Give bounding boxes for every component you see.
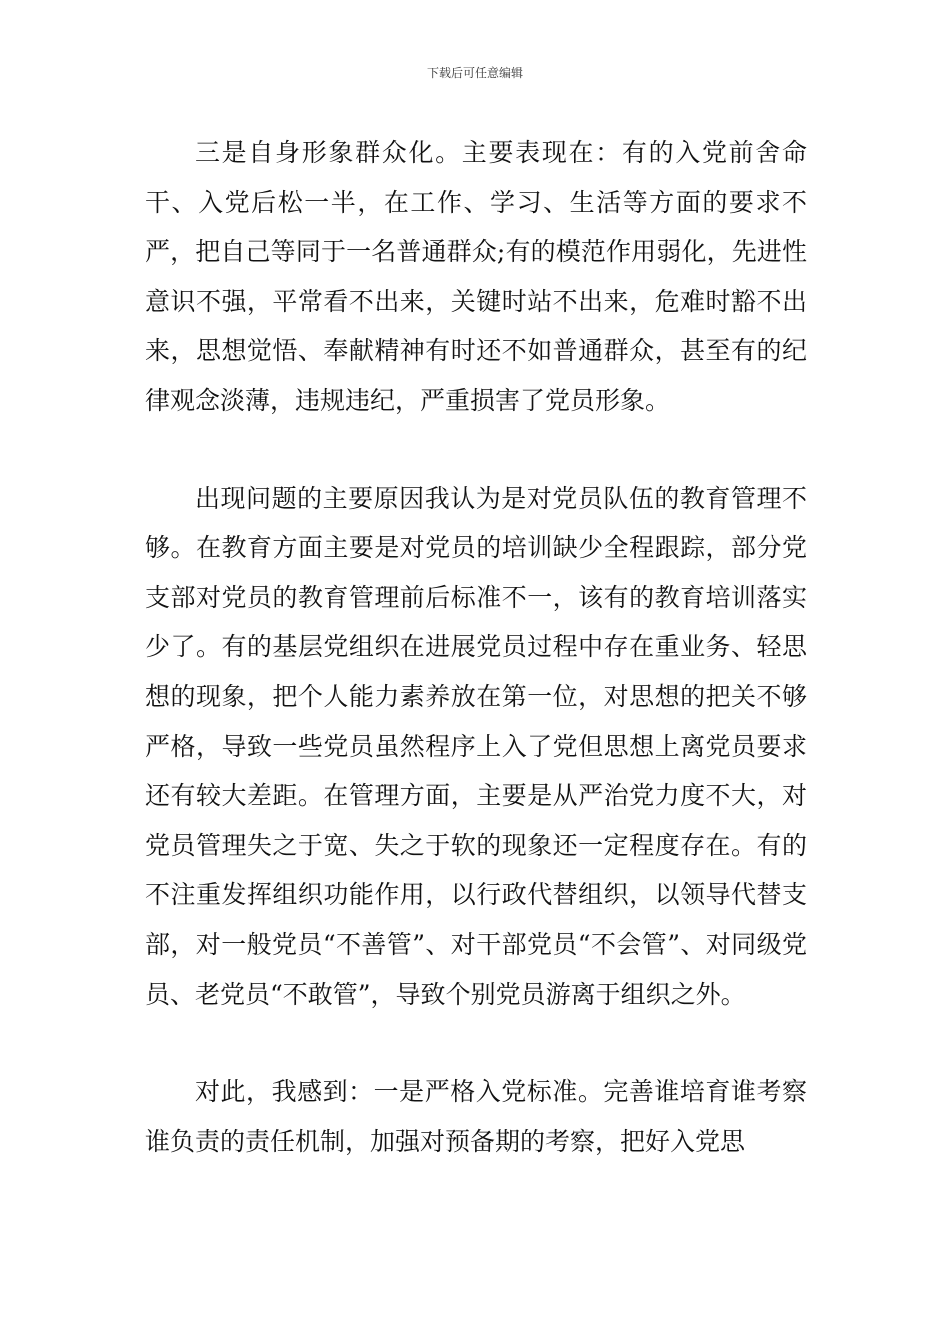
- document-body: [145, 128, 807, 1166]
- paragraph-self-image: 三是自身形象群众化。主要表现在：有的入党前舍命干、入党后松一半，在工作、学习、生活等方面的要求不严，把自己等同于一名普通群众;有的模范作用弱化，先进性意识不强，平常看不出来，关键时站不出来，危难时豁不出来，思想觉悟、奉献精神有时还不如普通群众，甚至有的纪律观念淡薄，违规违纪，严重损害了党员形象。: [145, 138, 807, 415]
- page-header-note: 下载后可任意编辑: [426, 66, 523, 80]
- paragraph-main-causes: 出现问题的主要原因我认为是对党员队伍的教育管理不够。在教育方面主要是对党员的培训缺少全程跟踪，部分党支部对党员的教育管理前后标准不一，该有的教育培训落实少了。有的基层党组织在进展党员过程中存在重业务、轻思想的现象，把个人能力素养放在第一位，对思想的把关不够严格，导致一些党员虽然程序上入了党但思想上离党员要求还有较大差距。在管理方面，主要是从严治党力度不大，对党员管理失之于宽、失之于软的现象还一定程度存在。有的不注重发挥组织功能作用，以行政代替组织，以领导代替支部，对一般党员“不善管”、对干部党员“不会管”、对同级党员、老党员“不敢管”，导致个别党员游离于组织之外。: [145, 483, 807, 1009]
- paragraph-countermeasures: 对此，我感到：一是严格入党标准。完善谁培育谁考察谁负责的责任机制，加强对预备期的考察，把好入党思: [145, 1077, 807, 1156]
